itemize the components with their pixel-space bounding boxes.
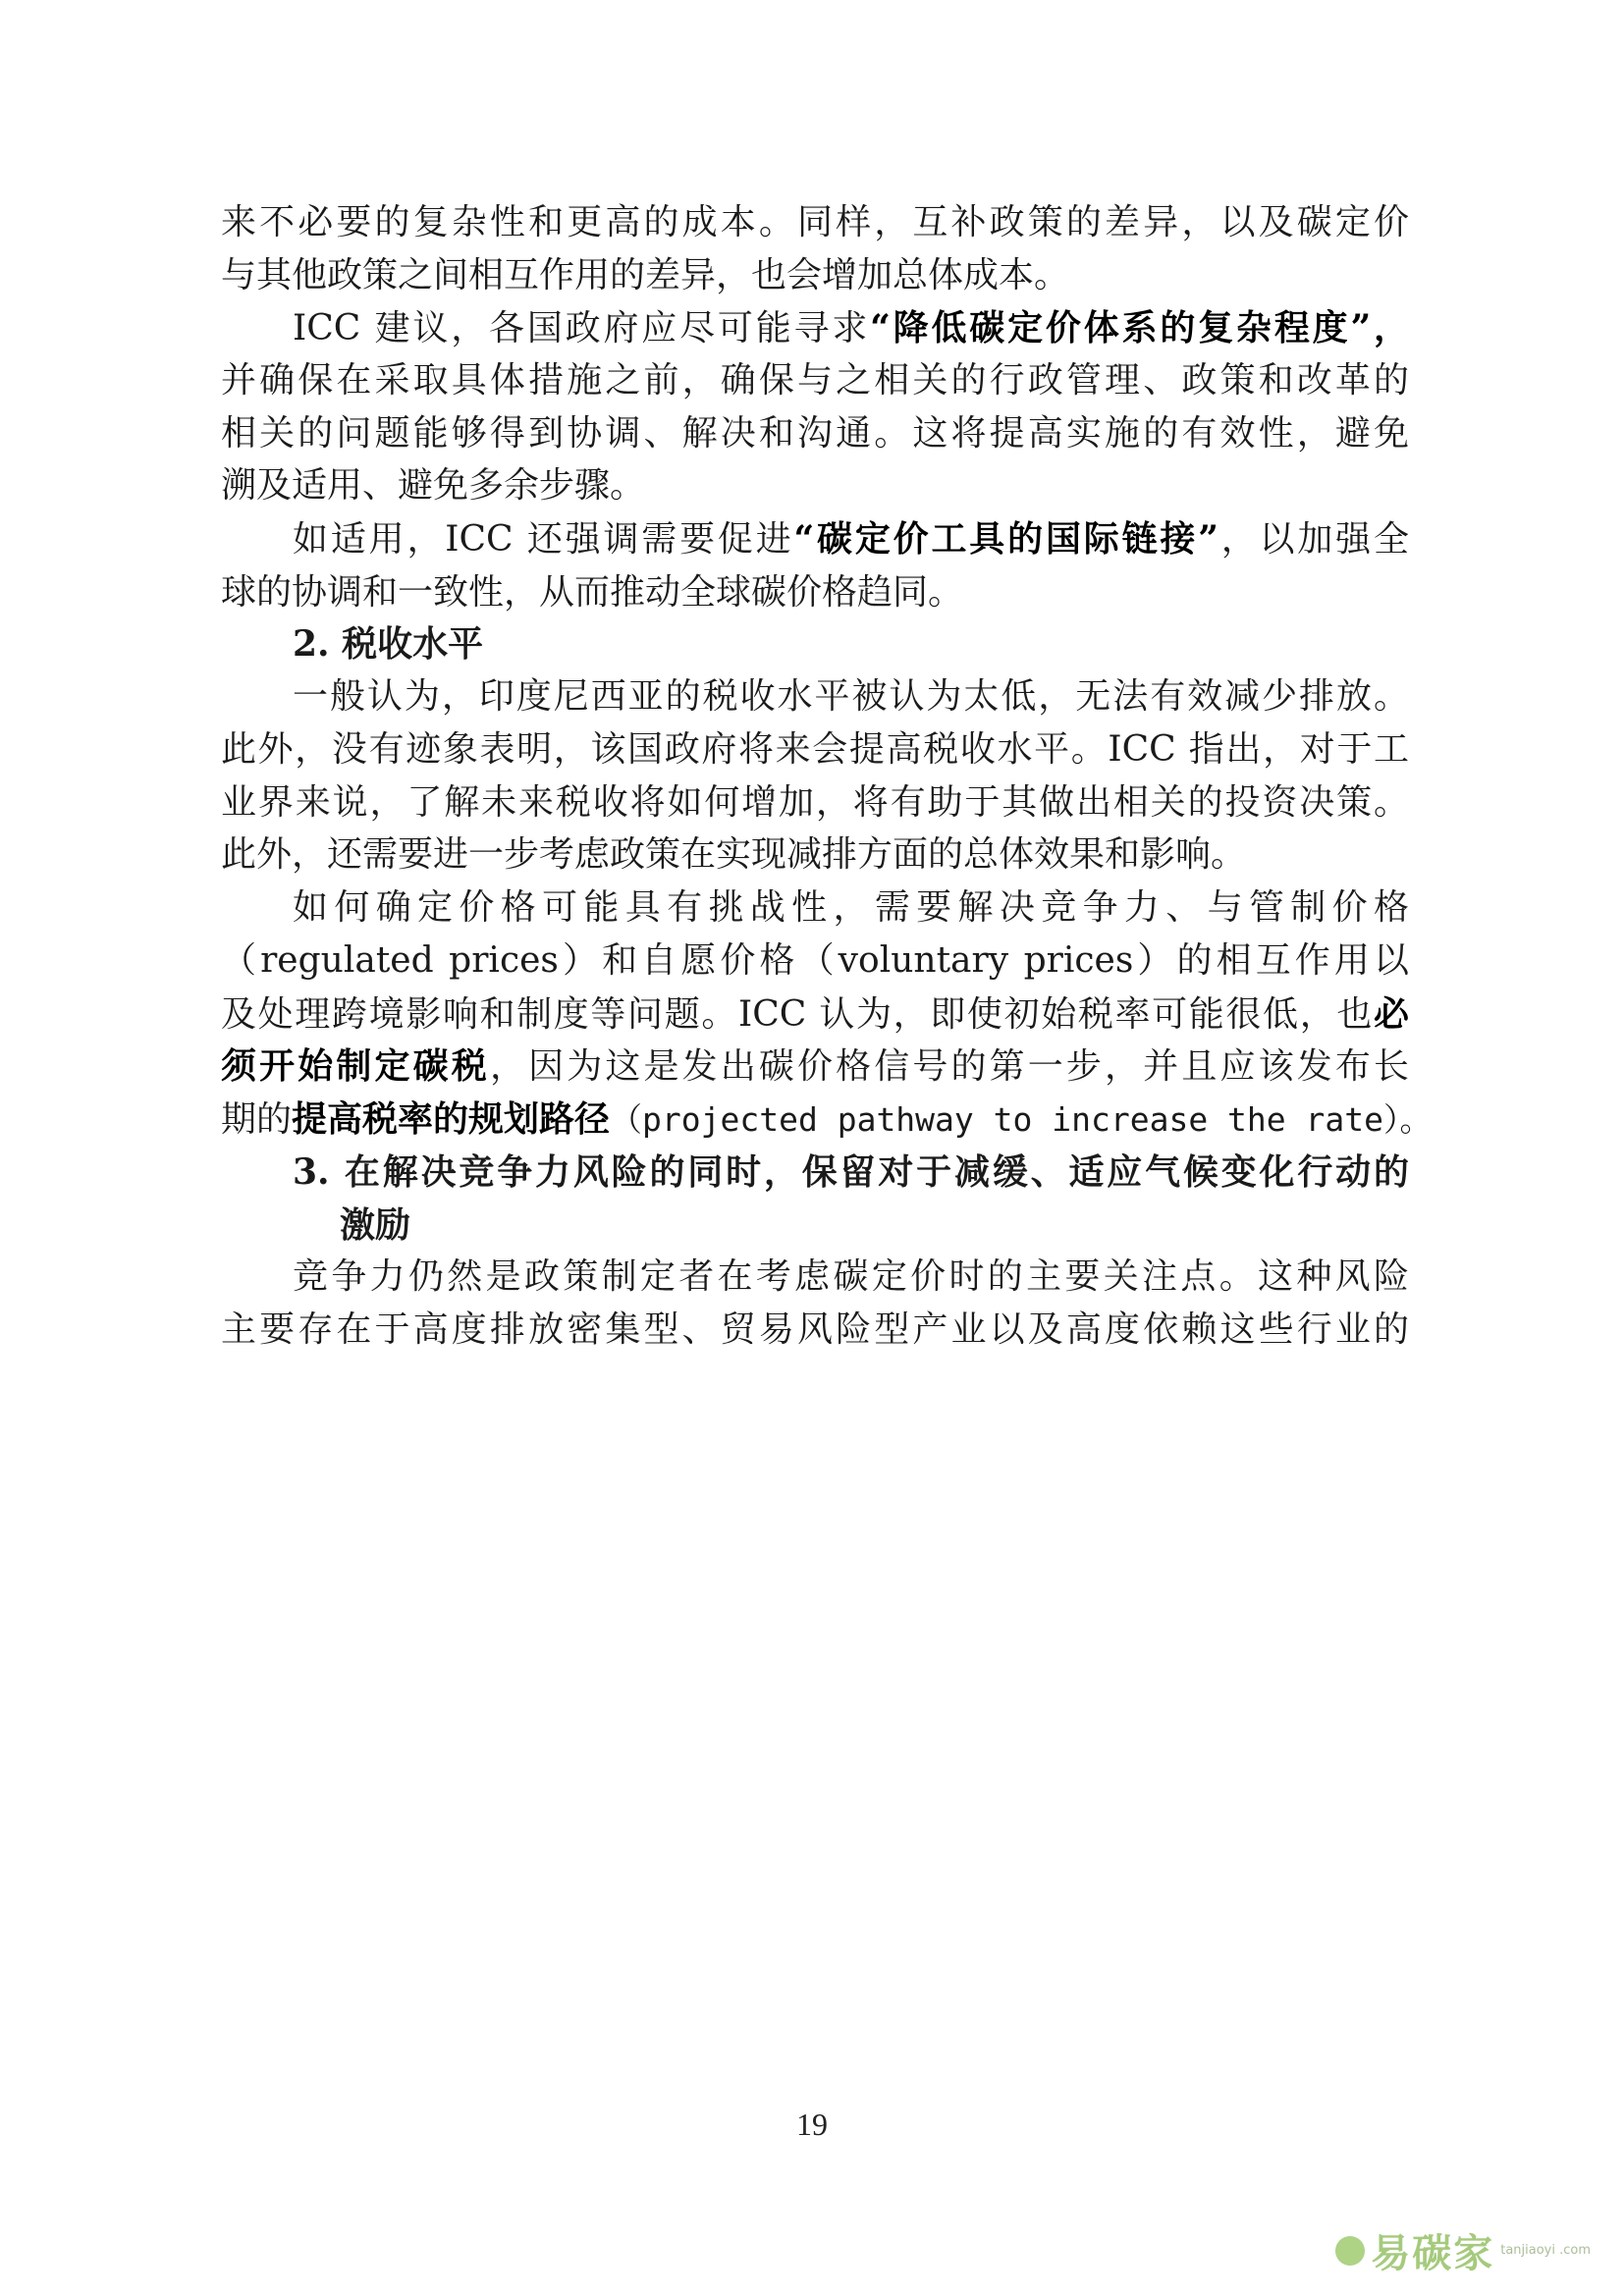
- text-line: 须开始制定碳税，因为这是发出碳价格信号的第一步，并且应该发布长: [221, 1045, 1409, 1087]
- text-line: 球的协调和一致性，从而推动全球碳价格趋同。: [221, 572, 964, 613]
- text-line: 如何确定价格可能具有挑战性，需要解决竞争力、与管制价格: [293, 887, 1409, 928]
- emphasis-text: “降低碳定价体系的复杂程度”: [870, 307, 1372, 348]
- text-line: 如适用，ICC 还强调需要促进“碳定价工具的国际链接”，以加强全: [293, 518, 1409, 560]
- watermark-domain: tanjiaoyi .com: [1500, 2242, 1591, 2258]
- watermark-logo: [1335, 2222, 1591, 2278]
- section-heading: 2. 税收水平: [293, 623, 484, 665]
- text-line: 业界来说，了解未来税收将如何增加，将有助于其做出相关的投资决策。: [221, 782, 1409, 823]
- page-number: 19: [796, 2107, 828, 2142]
- emphasis-text: “碳定价工具的国际链接”: [793, 518, 1218, 560]
- text-line: 此外，没有迹象表明，该国政府将来会提高税收水平。ICC 指出，对于工: [221, 729, 1409, 770]
- text-line: 相关的问题能够得到协调、解决和沟通。这将提高实施的有效性，避免: [221, 413, 1409, 454]
- emphasis-text: 必: [1373, 993, 1409, 1035]
- text-line: 与其他政策之间相互作用的差异，也会增加总体成本。: [221, 255, 1070, 295]
- text-line: 来不必要的复杂性和更高的成本。同样，互补政策的差异，以及碳定价: [221, 202, 1409, 242]
- text-line: 竞争力仍然是政策制定者在考虑碳定价时的主要关注点。这种风险: [293, 1256, 1409, 1297]
- text-line: （regulated prices）和自愿价格（voluntary prices）的相互作用以: [221, 940, 1409, 981]
- text-line: 期的提高税率的规划路径（projected pathway to increase the rate）。: [221, 1098, 1433, 1140]
- section-heading-continued: 激励: [340, 1204, 411, 1246]
- leaf-icon: [1335, 2236, 1365, 2266]
- text-line: 及处理跨境影响和制度等问题。ICC 认为，即使初始税率可能很低，也必: [221, 993, 1409, 1035]
- text-line: 一般认为，印度尼西亚的税收水平被认为太低，无法有效减少排放。: [293, 676, 1409, 717]
- text-line: 并确保在采取具体措施之前，确保与之相关的行政管理、政策和改革的: [221, 360, 1409, 400]
- text-line: 此外，还需要进一步考虑政策在实现减排方面的总体效果和影响。: [221, 834, 1247, 875]
- text-line: 主要存在于高度排放密集型、贸易风险型产业以及高度依赖这些行业的: [221, 1309, 1409, 1350]
- text-line: 溯及适用、避免多余步骤。: [221, 465, 646, 506]
- emphasis-text: 提高税率的规划路径: [292, 1098, 611, 1140]
- watermark-brand: 易碳家: [1371, 2231, 1495, 2276]
- text-line: ICC 建议，各国政府应尽可能寻求“降低碳定价体系的复杂程度”，: [293, 307, 1409, 348]
- emphasis-text: 须开始制定碳税: [221, 1045, 490, 1087]
- section-heading: 3. 在解决竞争力风险的同时，保留对于减缓、适应气候变化行动的: [293, 1151, 1409, 1193]
